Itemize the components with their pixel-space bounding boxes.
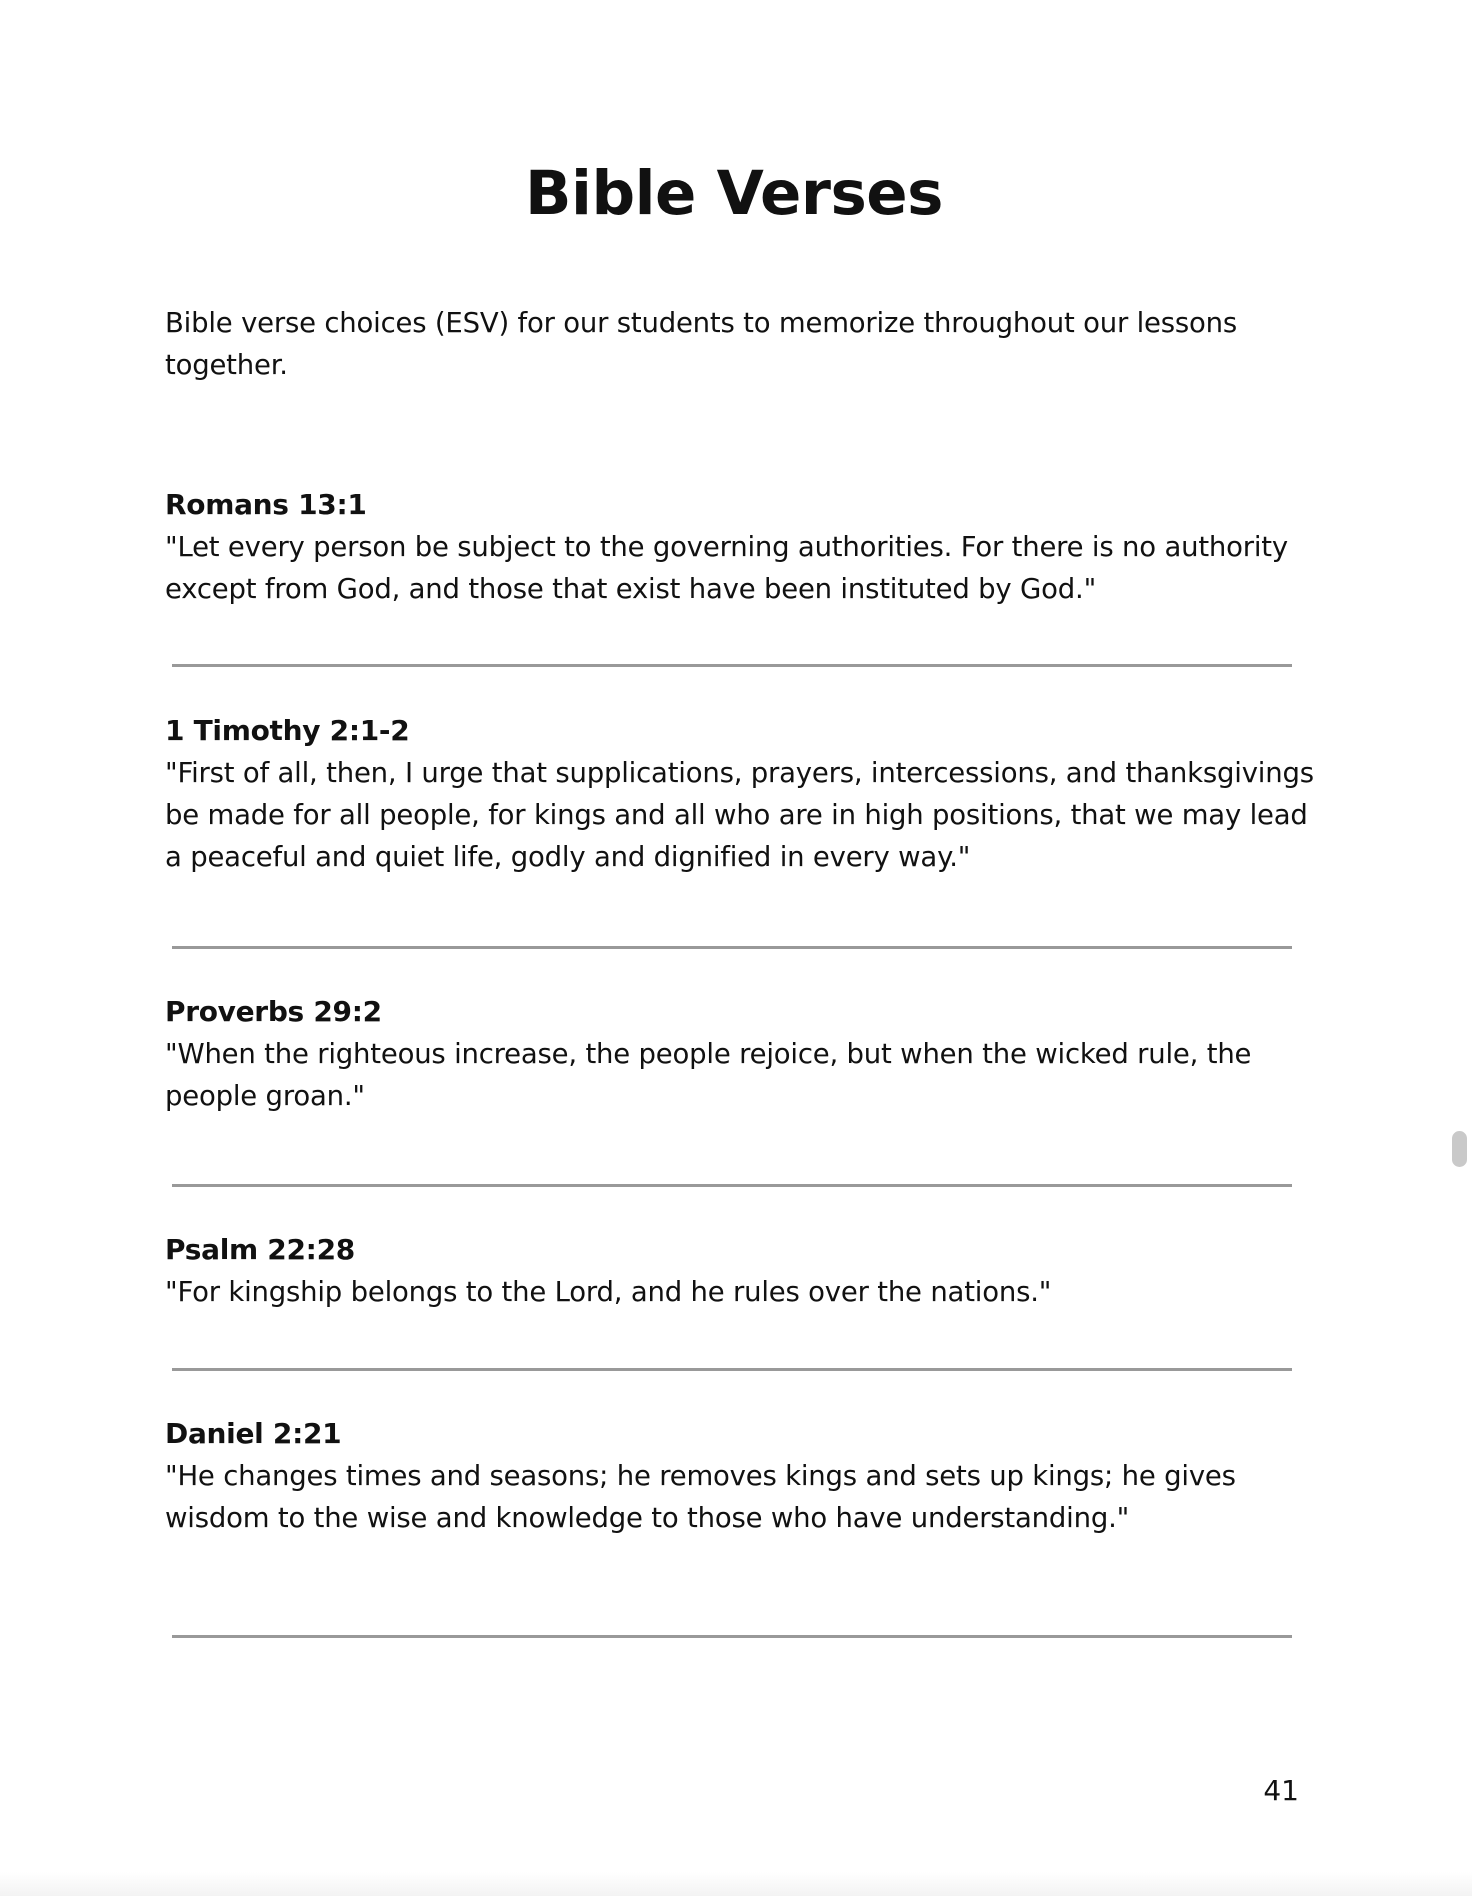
verse-reference: 1 Timothy 2:1-2: [165, 714, 410, 747]
divider-line: [172, 664, 1292, 667]
page-bottom-edge: [0, 1872, 1472, 1896]
verse-block-proverbs: [165, 991, 1315, 1117]
verse-block-daniel: [165, 1413, 1315, 1539]
divider-line: [172, 1184, 1292, 1187]
verse-reference: Daniel 2:21: [165, 1417, 342, 1450]
verse-block-1-timothy: [165, 710, 1315, 878]
divider-line: [172, 1635, 1292, 1638]
verse-block-romans: [165, 484, 1315, 610]
verse-text: "He changes times and seasons; he removes kings and sets up kings; he gives wisdom to the wise and knowledge to those who have understanding.": [165, 1460, 1236, 1534]
divider-line: [172, 946, 1292, 949]
verse-block-psalm: [165, 1229, 1315, 1313]
divider-line: [172, 1368, 1292, 1371]
scrollbar-thumb[interactable]: [1452, 1131, 1467, 1167]
verse-reference: Proverbs 29:2: [165, 995, 382, 1028]
verse-text: "Let every person be subject to the governing authorities. For there is no authority except from God, and those that exist have been instituted by God.": [165, 531, 1288, 605]
verse-reference: Psalm 22:28: [165, 1233, 355, 1266]
verse-text: "When the righteous increase, the people rejoice, but when the wicked rule, the people groan.": [165, 1038, 1252, 1112]
intro-paragraph: Bible verse choices (ESV) for our students to memorize throughout our lessons together.: [165, 307, 1238, 381]
verse-text: "For kingship belongs to the Lord, and he rules over the nations.": [165, 1276, 1052, 1308]
verse-reference: Romans 13:1: [165, 488, 367, 521]
page-title: Bible Verses: [525, 158, 943, 229]
page-number: 41: [1263, 1774, 1299, 1807]
verse-text: "First of all, then, I urge that supplications, prayers, intercessions, and thanksgivings be made for all people, for kings and all who are in high positions, that we may lead a peaceful and quiet life, godly and dignified in every way.": [165, 757, 1314, 873]
